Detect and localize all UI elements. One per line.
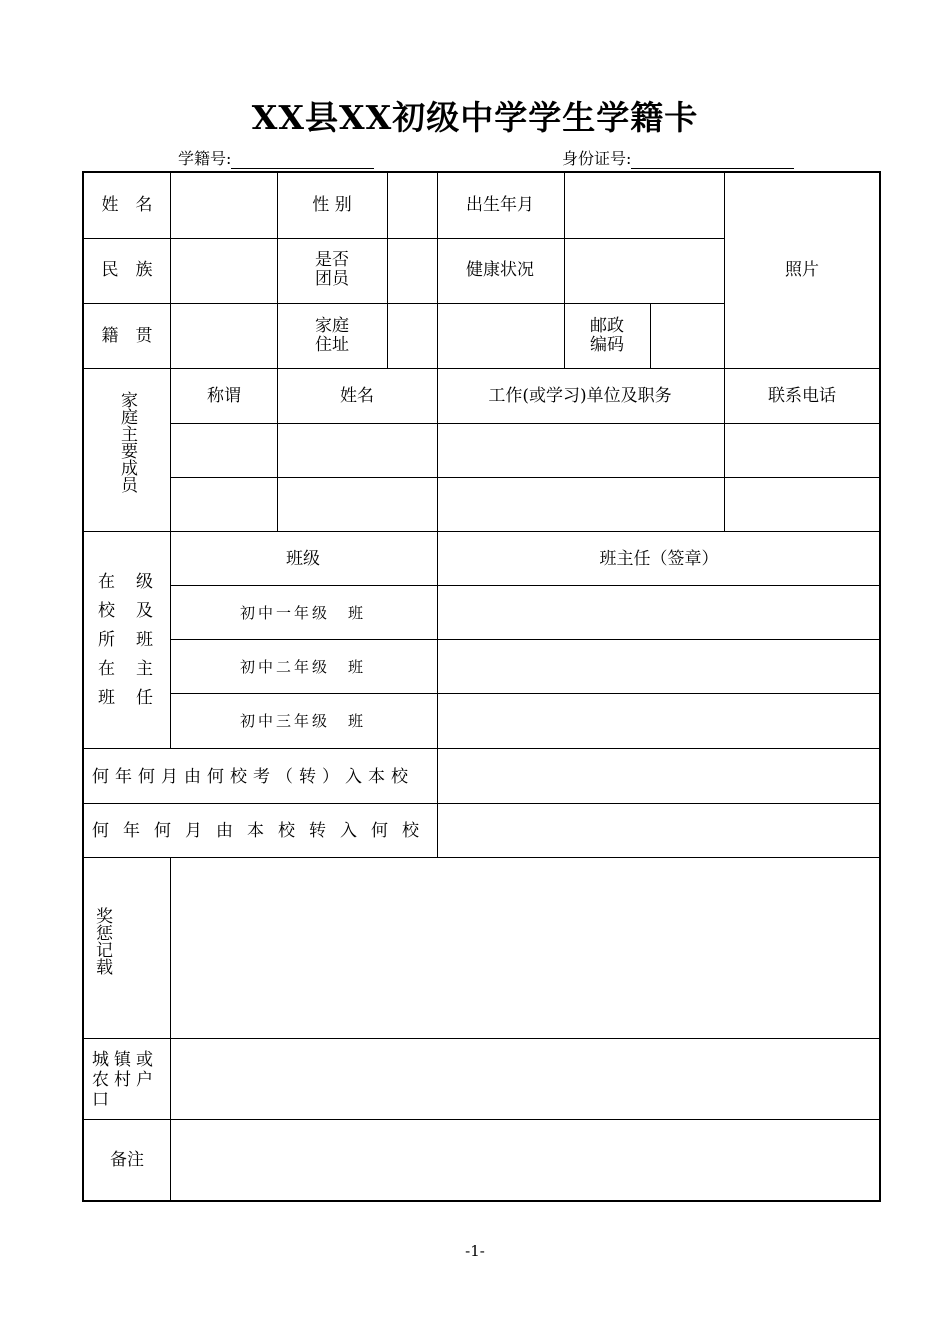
class-col-label: 班级 [286,549,320,569]
class-row-grade2: 初中二年级 班 [239,658,367,676]
class-section-label: 在 级 校 及 所 班 在 主 班 任 [98,572,155,708]
photo-label: 照片 [785,260,819,280]
league-label: 是否 团员 [315,250,349,289]
family-section-label: 家庭主要成员 [117,391,137,493]
gender-label: 性 别 [312,195,352,215]
student-no-field[interactable] [178,146,374,169]
student-no-label: 学籍号: [178,149,232,168]
family-col-phone: 联系电话 [768,386,836,406]
family-col-work: 工作(或学习)单位及职务 [488,386,672,406]
awards-label: 奖惩记载 [92,907,112,975]
page-number: -1- [465,1242,485,1260]
id-no-label: 身份证号: [562,149,632,168]
remarks-label: 备注 [110,1150,144,1170]
student-record-card [82,171,881,1202]
address-label: 家庭 住址 [315,316,349,355]
family-col-relation: 称谓 [207,386,241,406]
health-label: 健康状况 [466,260,534,280]
class-row-grade1: 初中一年级 班 [239,604,367,622]
class-row-grade3: 初中三年级 班 [239,712,367,730]
ethnic-label: 民 族 [101,260,153,280]
page-title: XX县XX初级中学学生学籍卡 [251,98,699,137]
family-col-name: 姓名 [340,386,374,406]
name-label: 姓 名 [101,195,153,215]
origin-label: 籍 贯 [101,326,153,346]
student-no-blank[interactable] [231,152,374,169]
transfer-out-label: 何年何月由本校转入何校 [92,821,433,841]
postal-label: 邮政 编码 [590,316,624,355]
hukou-label: 城镇或农村户口 [92,1050,158,1110]
id-no-field[interactable] [562,146,794,169]
teacher-col-label: 班主任（签章） [599,549,719,569]
transfer-in-label: 何年何月由何校考（转）入本校 [92,767,414,787]
birth-label: 出生年月 [466,195,534,215]
id-no-blank[interactable] [631,152,794,169]
